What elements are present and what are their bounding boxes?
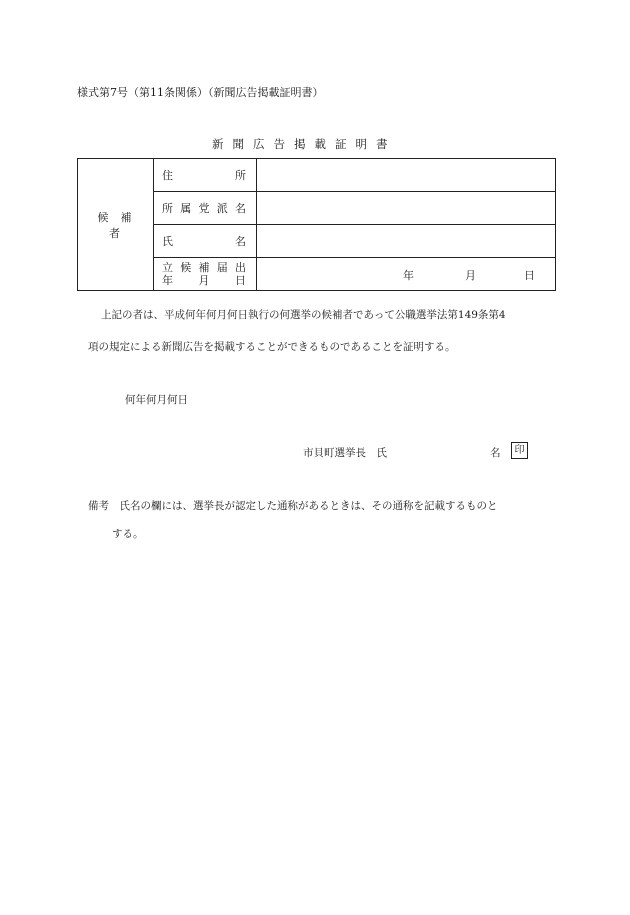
filing-label-char: 年 [162,274,173,287]
day-unit: 日 [524,269,535,282]
filing-label-char: 立 [162,261,173,274]
party-label-char: 党 [198,202,210,215]
filing-date-label [154,258,257,291]
filing-label-char: 候 [180,261,192,274]
filing-label-char: 出 [235,261,246,274]
issue-date: 何年何月何日 [125,394,188,406]
party-field[interactable] [257,192,556,225]
party-label [154,192,257,225]
body-text-line-2: 項の規定による新聞広告を掲載することができるものであることを証明する。 [88,341,456,353]
body-text-line-1: 上記の者は、平成何年何月何日執行の何選挙の候補者であって公職選挙法第149条第4 [101,309,506,321]
name-label-char: 氏 [162,235,173,248]
certificate-table [77,158,556,291]
filing-label-char: 補 [198,261,210,274]
year-unit: 年 [403,269,414,282]
signer-name-label: 名 [490,447,501,459]
note-line-1: 備考 氏名の欄には、選挙長が認定した通称があるときは、その通称を記載するものと [88,500,498,512]
filing-label-char: 月 [198,274,210,287]
address-field[interactable] [257,159,556,192]
party-label-char: 派 [216,202,228,215]
party-label-char: 名 [235,202,246,215]
document-title: 新聞広告掲載証明書 [212,137,397,151]
filing-date-field[interactable] [257,258,556,291]
address-label [154,159,257,192]
note-line-2: する。 [112,528,144,540]
signer-title: 市貝町選挙長 氏 [303,447,387,459]
month-unit: 月 [465,269,476,282]
seal-mark: 印 [511,442,528,459]
address-label-char: 住 [162,169,173,182]
party-label-char: 所 [162,202,173,215]
filing-label-char: 日 [235,274,246,287]
address-label-char: 所 [235,169,246,182]
filing-label-char: 届 [216,261,228,274]
candidate-label: 候補者 [78,159,154,291]
name-label [154,225,257,258]
form-label: 様式第7号（第11条関係）（新聞広告掲載証明書） [77,86,324,99]
name-field[interactable] [257,225,556,258]
party-label-char: 属 [180,202,192,215]
name-label-char: 名 [235,235,246,248]
